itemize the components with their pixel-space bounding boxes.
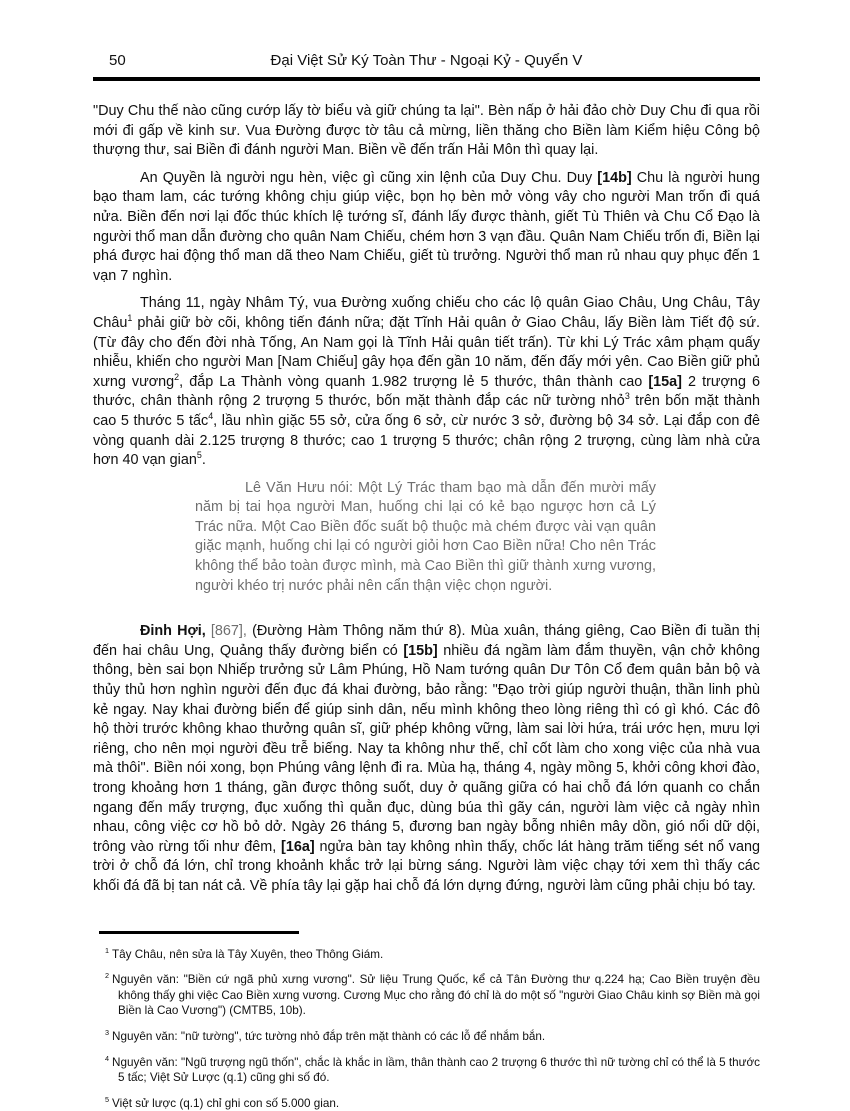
paragraph-dinh-hoi [93,622,760,896]
folio-marker-15b: [15b] [403,642,438,659]
text-run: trên bốn mặt thành cao 5 thước 5 tấc [93,393,760,429]
text-run: An Quyền là người ngu hèn, việc gì cũng xin lệnh của Duy Chu. Duy [140,169,598,186]
footnote-separator-rule [99,931,299,934]
page-header [93,52,760,74]
text-run: Tháng 11, ngày Nhâm Tý, vua Đường xuống chiếu cho các lộ quân Giao Châu, Ung Châu, Tây Châu [93,295,760,331]
footnote-5 [99,1096,760,1111]
footnote-ref-1: 1 [127,313,133,324]
footnote-text: Nguyên văn: "Ngũ trượng ngũ thốn", chắc là khắc in lầm, thân thành cao 2 trượng 6 thước thì nữ tường chỉ có thể là 5 thước 5 tấc; Việt Sử Lược (q.1) cũng ghi số đó. [112,1055,760,1085]
footnote-1 [99,947,760,963]
document-title: Đại Việt Sử Ký Toàn Thư - Ngoại Kỷ - Quyển V [270,52,583,69]
page-number: 50 [109,52,126,69]
footnote-text: Việt sử lược (q.1) chỉ ghi con số 5.000 gian. [112,1096,340,1110]
text-run: 2 trượng 6 thước, chân thành rộng 2 trượng 5 thước, bốn mặt thành đắp các nữ tường nhỏ [93,373,761,410]
footnote-number: 2 [105,971,110,981]
footnote-text: Nguyên văn: "Biền cứ ngã phủ xưng vương". Sử liệu Trung Quốc, kể cả Tân Đường thư q.224 hạ; Cao Biền truyện đều không thấy ghi việc Cao Biền xưng vương. Cương Mục cho rằng đó chỉ là do một số "người Giao Châu kinh sợ Biền mà gọi Biền là Cao Vương") (CMTB5, 10b). [112,973,760,1018]
text-run: nhiều đá ngầm làm đắm thuyền, vận chở không thông, bèn sai bọn Nhiếp trưởng sử Lâm Phúng, Hồ Nam tướng quân Dư Tôn Cổ đem quân bản bộ và thủy thủ hơn nghìn người đến đục đá khai đường, bảo rằng: "Đạo trời giúp người thuận, thần linh phù kẻ ngay. Nay khai đường biển để giúp sinh dân, nếu mình không theo lòng riêng thì có gì khó. Các đô hộ thời trước không khao thưởng quân sĩ, giữ phép không vững, làm sai lời hứa, trái ước hẹn, mưu lợi riêng, cho nên mọi người đều trễ biếng. Nay ta không như thế, chỉ cốt làm cho xong việc của nhà vua mà thôi". Biền nói xong, bọn Phúng vâng lệnh đi ra. Mùa hạ, tháng 4, ngày mồng 5, khởi công khơi đào, trong khoảng hơn 1 tháng, gần được thông suốt, duy ở quãng giữa có hai chỗ đá lớn quanh co chắn ngang đến mấy trượng, đục xuống thì quằn đục, dùng búa thì gãy cán, người làm việc cả ngày nhìn nhau, công việc cơ hồ bỏ dở. Ngày 26 tháng 5, đương ban ngày bỗng nhiên mây dồn, gió nổi dữ dội, trông vào rừng tối như đêm, [93,642,760,855]
text-run: "Duy Chu thế nào cũng cướp lấy tờ biểu và giữ chúng ta lại". Bèn nấp ở hải đảo chờ Duy Chu đi qua rồi mới đi gấp về kinh sư. Vua Đường được tờ tâu cả mừng, liền thăng cho Biền làm Kiểm hiệu Công bộ thượng thư, sai Biền đi đánh người Man. Biền về đến trấn Hải Môn thì quay lại. [93,103,760,159]
footnote-ref-2: 2 [174,371,180,382]
footnote-ref-3: 3 [624,391,630,402]
footnote-2 [99,972,760,1019]
body-text [93,102,760,897]
text-run: Chu là người hung bạo tham lam, các tướng không chịu giúp việc, bọn họ bèn mở vòng vây cho người Man trốn đi quá nửa. Biền đến nơi lại đốc thúc khích lệ tướng sĩ, đánh lấy được thành, giết Tù Thiên và Chu Cổ Đạo là người thổ man dẫn đường cho quân Nam Chiếu, chém hơn 3 vạn đầu. Quân Nam Chiếu trốn đi, Biền lại phá được hai động thổ man dã theo Nam Chiếu, giết tù trưởng. Người thổ man rủ nhau quy phục đến 1 vạn 7 nghìn. [93,169,760,284]
text-run: , đắp La Thành vòng quanh 1.982 trượng lẻ 5 thước, thân thành cao [179,373,649,390]
text-run: phải giữ bờ cõi, không tiến đánh nữa; đặt Tĩnh Hải quân ở Giao Châu, lấy Biền làm Tiết độ sứ. (Từ đây cho đến đời nhà Tống, An Nam gọi là Tĩnh Hải quân tiết trấn). Từ khi Lý Trác xâm phạm quấy nhiễu, khiến cho người Man [Nam Chiếu] gây họa đến gần 10 năm, đến đấy mới yên. Cao Biền giữ phủ xưng vương [93,314,760,390]
paragraph-an-quyen [93,169,760,287]
footnote-ref-4: 4 [208,411,214,422]
footnote-number: 5 [105,1094,110,1104]
folio-marker-16a: [16a] [281,838,315,855]
le-van-huu-commentary [195,479,656,597]
paragraph-continued [93,102,760,161]
folio-marker-14b: [14b] [597,169,632,186]
text-run: (Đường Hàm Thông năm thứ 8). Mùa xuân, tháng giêng, Cao Biền đi tuần thị đến hai châu Ung, Quảng thấy đường biển có [93,623,760,659]
entry-year-heading: Đinh Hợi, [140,623,206,640]
paragraph-thang-11 [93,294,760,470]
footnotes-section [93,931,760,1111]
footnote-3 [99,1029,760,1045]
footnote-text: Nguyên văn: "nữ tường", tức tường nhỏ đắp trên mặt thành có các lỗ để nhắm bắn. [112,1029,546,1043]
footnote-number: 1 [105,945,110,955]
footnote-ref-5: 5 [196,450,202,461]
gregorian-year: [867], [205,623,247,640]
footnote-4 [99,1055,760,1086]
text-run: ngửa bàn tay không nhìn thấy, chốc lát hàng trăm tiếng sét nổ vang trời ở chỗ đá lớn, chỉ trong khoảnh khắc trở lại bừng sáng. Người làm việc chạy tới xem thì thấy các khối đá đã bị tan nát cả. Về phía tây lại gặp hai chỗ đá lớn dựng đứng, người làm cũng phải chịu bó tay. [93,838,760,894]
text-run: . [201,452,206,469]
footnote-number: 4 [105,1053,110,1063]
header-rule [93,77,760,81]
text-run: , lầu nhìn giặc 55 sở, cửa ống 6 sở, cừ nước 3 sở, đường bộ 34 sở. Lại đắp con đê vòng quanh dài 2.125 trượng 8 thước; cao 1 trượng 5 thước; chân rộng 2 trượng, cùng làm nhà cửa hơn 40 vạn gian [93,412,760,469]
folio-marker-15a: [15a] [648,373,682,390]
footnote-text: Tây Châu, nên sửa là Tây Xuyên, theo Thông Giám. [112,947,384,961]
footnote-number: 3 [105,1028,110,1038]
text-run: Lê Văn Hưu nói: Một Lý Trác tham bạo mà dẫn đến mười mấy năm bị tai họa người Man, huống chi lại có kẻ bạo ngược hơn cả Lý Trác nữa. Một Cao Biền đốc suất bộ thuộc mà chém được vài vạn quân giặc mạnh, huống chi lại có người giỏi hơn Cao Biền nữa! Cho nên Trác không thể bảo toàn được mình, mà Cao Biền thì giữ thành xưng vương, người khéo trị nước phải nên cẩn thận việc chọn người. [195,479,656,594]
